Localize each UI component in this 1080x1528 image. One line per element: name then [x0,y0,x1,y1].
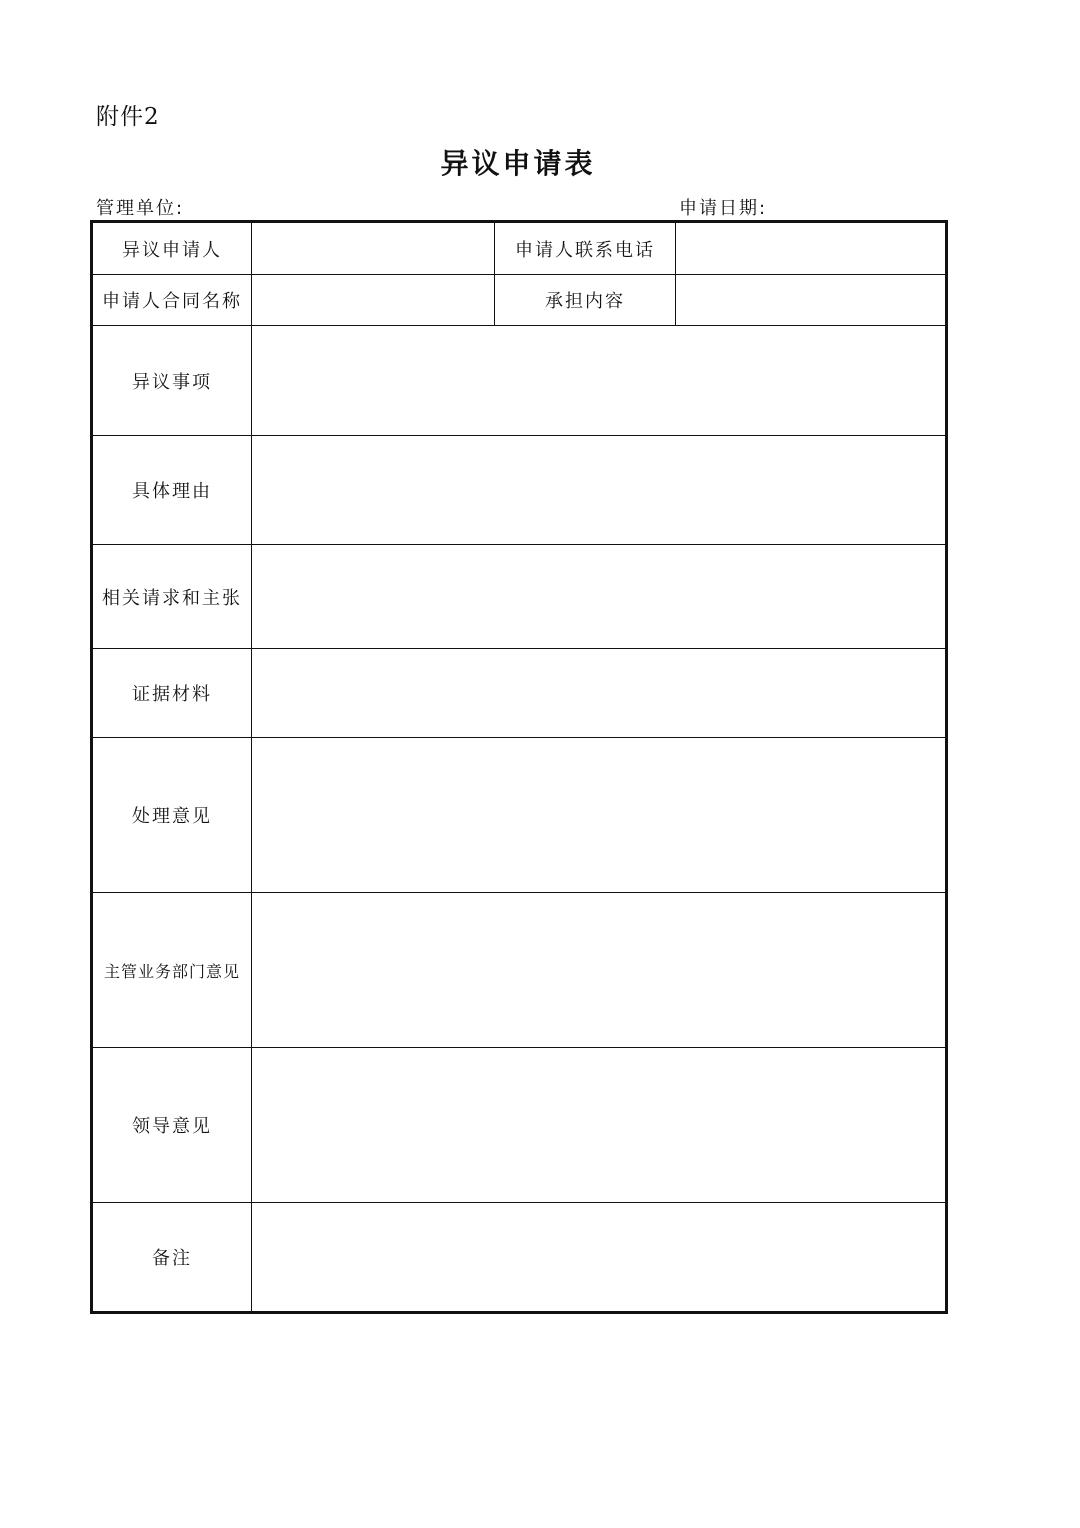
leader-opinion-field[interactable] [252,1048,947,1203]
objection-form-table [90,220,948,1314]
table-row [92,649,947,738]
department-opinion-label: 主管业务部门意见 [92,893,252,1048]
objection-applicant-field[interactable] [252,222,495,275]
table-row [92,222,947,275]
table-row [92,893,947,1048]
table-row [92,545,947,649]
table-row [92,738,947,893]
page-title: 异议申请表 [440,147,596,180]
table-row [92,436,947,545]
related-requests-label: 相关请求和主张 [92,545,252,649]
evidence-materials-label: 证据材料 [92,649,252,738]
remarks-label: 备注 [92,1203,252,1313]
attachment-label: 附件2 [96,104,160,130]
evidence-materials-field[interactable] [252,649,947,738]
specific-reason-field[interactable] [252,436,947,545]
related-requests-field[interactable] [252,545,947,649]
apply-date-label: 申请日期: [679,198,768,219]
objection-applicant-label: 异议申请人 [92,222,252,275]
undertaking-content-field[interactable] [676,275,947,326]
applicant-contract-name-field[interactable] [252,275,495,326]
applicant-phone-label: 申请人联系电话 [495,222,676,275]
objection-matter-field[interactable] [252,326,947,436]
table-row [92,1048,947,1203]
handling-opinion-field[interactable] [252,738,947,893]
table-row [92,1203,947,1313]
remarks-field[interactable] [252,1203,947,1313]
handling-opinion-label: 处理意见 [92,738,252,893]
leader-opinion-label: 领导意见 [92,1048,252,1203]
objection-matter-label: 异议事项 [92,326,252,436]
table-row [92,275,947,326]
applicant-phone-field[interactable] [676,222,947,275]
applicant-contract-name-label: 申请人合同名称 [92,275,252,326]
department-opinion-field[interactable] [252,893,947,1048]
management-unit-label: 管理单位: [96,198,185,219]
table-row [92,326,947,436]
specific-reason-label: 具体理由 [92,436,252,545]
undertaking-content-label: 承担内容 [495,275,676,326]
